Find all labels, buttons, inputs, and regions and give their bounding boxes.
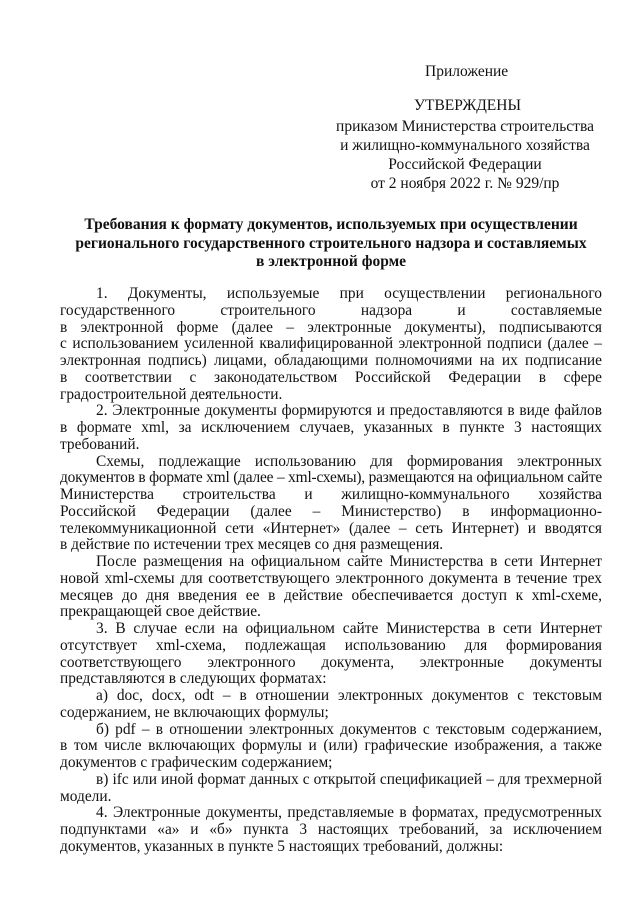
text-line: электронная подпись) лицами, обладающими полномочиями на их подписание <box>60 352 602 369</box>
text-line: Схемы, подлежащие использованию для формирования электронных <box>96 452 602 470</box>
approval-line: и жилищно-коммунального хозяйства <box>340 137 590 154</box>
text-line: документов, указанных в пункте 5 настоящих требований, должны: <box>60 837 504 855</box>
text-line: в электронной форме (далее – электронные документы), подписываются <box>60 318 602 336</box>
text-line: Российской Федерации (далее – Министерство) в информационно- <box>60 502 602 520</box>
text-line: 3. В случае если на официальном сайте Министерства в сети Интернет <box>96 620 602 637</box>
text-line: в том числе включающих формулы и (или) графические изображения, а также <box>60 737 602 755</box>
approved-label: УТВЕРЖДЕНЫ <box>414 97 521 114</box>
title-line: в электронной форме <box>255 253 407 270</box>
text-line: представляются в следующих форматах: <box>60 670 327 688</box>
text-line: Министерства строительства и жилищно-коммунального хозяйства <box>60 486 602 503</box>
document-body <box>60 286 602 856</box>
text-line: требований. <box>60 435 140 453</box>
paragraph <box>60 454 602 555</box>
approval-line: Российской Федерации <box>388 156 542 173</box>
approval-block <box>330 117 600 193</box>
text-line: телекоммуникационной сети «Интернет» (далее – сеть Интернет) и вводятся <box>60 519 602 537</box>
approval-line: приказом Министерства строительства <box>336 118 594 135</box>
paragraph <box>60 805 602 855</box>
text-line: После размещения на официальном сайте Министерства в сети Интернет <box>96 553 602 570</box>
appendix-label: Приложение <box>425 63 509 80</box>
text-line: 1. Документы, используемые при осуществлении регионального <box>96 285 602 302</box>
paragraph <box>60 621 602 688</box>
text-line: документов с графическим содержанием; <box>60 754 333 771</box>
text-line: с использованием усиленной квалифицированной электронной подписи (далее – <box>60 335 602 353</box>
paragraph <box>60 772 602 806</box>
title-line: регионального государственного строительного надзора и составляемых <box>75 234 587 252</box>
text-line: а) doc, docx, odt – в отношении электронных документов с текстовым <box>96 687 602 704</box>
approval-line: от 2 ноября 2022 г. № 929/пр <box>370 175 560 192</box>
text-line: новой xml-схемы для соответствующего электронного документа в течение трех <box>60 569 602 587</box>
text-line: 2. Электронные документы формируются и предоставляются в виде файлов <box>96 402 602 420</box>
text-line: в соответствии с законодательством Российской Федерации в сфере <box>60 368 602 386</box>
paragraph <box>60 403 602 453</box>
text-line: соответствующего электронного документа, электронные документы <box>60 653 602 671</box>
text-line: в формате xml, за исключением случаев, указанных в пункте 3 настоящих <box>60 419 602 436</box>
paragraph <box>60 722 602 772</box>
text-line: в) ifc или иной формат данных с открытой спецификацией – для трехмерной <box>96 770 602 788</box>
text-line: в действие по истечении трех месяцев со дня размещения. <box>60 536 444 554</box>
paragraph <box>60 554 602 621</box>
document-title <box>60 216 602 272</box>
text-line: прекращающей свое действие. <box>60 603 261 621</box>
paragraph <box>60 286 602 403</box>
text-line: документов в формате xml (далее – xml-схемы), размещаются на официальном сайте <box>60 469 602 487</box>
text-line: содержанием, не включающих формулы; <box>60 703 329 721</box>
text-line: месяцев до дня введения ее в действие обеспечивается доступ к xml-схеме, <box>60 586 602 604</box>
text-line: б) pdf – в отношении электронных документов с текстовым содержанием, <box>96 720 602 738</box>
text-line: подпунктами «а» и «б» пункта 3 настоящих требований, за исключением <box>60 821 602 838</box>
title-line: Требования к формату документов, используемых при осуществлении <box>84 216 578 233</box>
text-line: градостроительной деятельности. <box>60 385 283 403</box>
text-line: государственного строительного надзора и составляемые <box>60 301 602 319</box>
text-line: отсутствует xml-схема, подлежащая использованию для формирования <box>60 636 602 654</box>
text-line: 4. Электронные документы, представляемые в форматах, предусмотренных <box>96 804 602 822</box>
paragraph <box>60 688 602 722</box>
text-line: модели. <box>60 787 112 805</box>
